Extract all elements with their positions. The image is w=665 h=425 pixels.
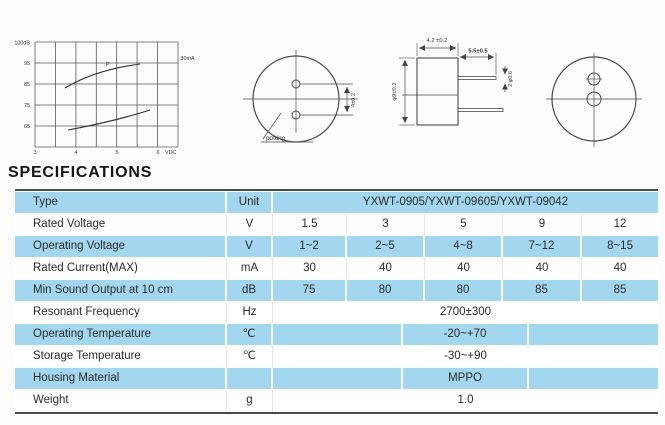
row-value: 1~2 (273, 236, 347, 257)
table-row (15, 390, 658, 411)
table-header-row (15, 192, 658, 213)
row-span-area (273, 368, 658, 389)
row-value: 85 (582, 280, 658, 301)
curve-label: P (106, 62, 110, 68)
row-value: 80 (347, 280, 425, 301)
row-label: Rated Voltage (15, 214, 227, 235)
table-row (15, 368, 658, 389)
table-row (15, 324, 658, 345)
rear-view-drawing (546, 53, 642, 147)
x-tick-5: 5 (115, 150, 119, 156)
x-axis-unit: VDC (165, 150, 177, 156)
row-value: 1.5 (273, 214, 347, 235)
row-label: Weight (15, 390, 227, 411)
potting-label: potting (266, 135, 286, 142)
row-span-value: -20~+70 (403, 324, 527, 345)
x-tick-6: 6 (156, 150, 160, 156)
row-value: 40 (582, 258, 658, 279)
row-unit: dB (227, 280, 273, 301)
row-label: Min Sound Output at 10 cm (15, 280, 227, 301)
header-type: Type (15, 192, 227, 213)
row-value: 3 (347, 214, 425, 235)
side-view-drawing (399, 43, 505, 125)
y-tick-65: 65 (24, 124, 30, 130)
y-tick-100: 100dB (14, 40, 30, 47)
row-span-area (273, 324, 658, 345)
body-dia-dim-label: φ9±0.2 (392, 82, 398, 101)
row-value: 2~5 (347, 236, 425, 257)
row-unit (227, 368, 273, 389)
pin-bottom (458, 109, 503, 112)
x-tick-3: 3 (33, 150, 37, 156)
pin-top (458, 77, 496, 80)
spl-voltage-chart (35, 42, 178, 147)
table-row (15, 280, 658, 301)
table-row (15, 214, 658, 235)
row-span-value: MPPO (403, 368, 527, 389)
row-label: Operating Voltage (15, 236, 227, 257)
x-tick-4: 4 (74, 150, 78, 156)
row-unit: ℃ (227, 324, 273, 345)
pin-pitch-dim-label: 4±0.2 (351, 93, 357, 107)
row-value: 8~15 (582, 236, 658, 257)
row-unit: mA (227, 258, 273, 279)
row-value: 40 (425, 258, 503, 279)
row-label: Operating Temperature (15, 324, 227, 345)
row-unit: V (227, 236, 273, 257)
current-annotation: 30mA (180, 56, 195, 62)
row-value: 9 (503, 214, 582, 235)
table-row (15, 258, 658, 279)
row-value: 7~12 (503, 236, 582, 257)
row-span-value: 1.0 (273, 390, 658, 411)
pin-dia-dim-label: 2-φ0.6 (508, 71, 514, 87)
empty-segment (529, 368, 658, 389)
front-view-drawing (243, 50, 358, 142)
row-unit: V (227, 214, 273, 235)
row-label: Housing Material (15, 368, 227, 389)
table-row (15, 236, 658, 257)
row-value: 5 (425, 214, 503, 235)
row-unit: Hz (227, 302, 273, 323)
row-value: 4~8 (425, 236, 503, 257)
row-span-value: -30~+90 (273, 346, 658, 367)
y-tick-95: 95 (24, 61, 30, 67)
specifications-table (15, 189, 658, 414)
row-label: Storage Temperature (15, 346, 227, 367)
header-unit: Unit (227, 192, 273, 213)
row-value: 80 (425, 280, 503, 301)
body-outline (417, 58, 458, 125)
row-value: 75 (273, 280, 347, 301)
row-label: Rated Current(MAX) (15, 258, 227, 279)
row-unit: ℃ (227, 346, 273, 367)
header-models: YXWT-0905/YXWT-09605/YXWT-09042 (273, 192, 658, 213)
row-label: Resonant Frequency (15, 302, 227, 323)
technical-drawings (0, 0, 665, 165)
y-tick-85: 85 (24, 82, 30, 88)
row-value: 40 (503, 258, 582, 279)
row-value: 85 (503, 280, 582, 301)
row-unit: g (227, 390, 273, 411)
row-span-value: 2700±300 (273, 302, 658, 323)
row-value: 30 (273, 258, 347, 279)
pin-length-dim-label: 5.5±0.5 (468, 48, 488, 55)
table-row (15, 302, 658, 323)
row-value: 12 (582, 214, 658, 235)
row-value: 40 (347, 258, 425, 279)
empty-segment (273, 324, 401, 345)
body-width-dim-label: 4.2 ±0.2 (426, 38, 448, 44)
y-tick-75: 75 (24, 103, 30, 109)
lower-curve (68, 110, 150, 130)
table-row (15, 346, 658, 367)
page-title: SPECIFICATIONS (8, 164, 153, 181)
empty-segment (529, 324, 658, 345)
empty-segment (273, 368, 401, 389)
